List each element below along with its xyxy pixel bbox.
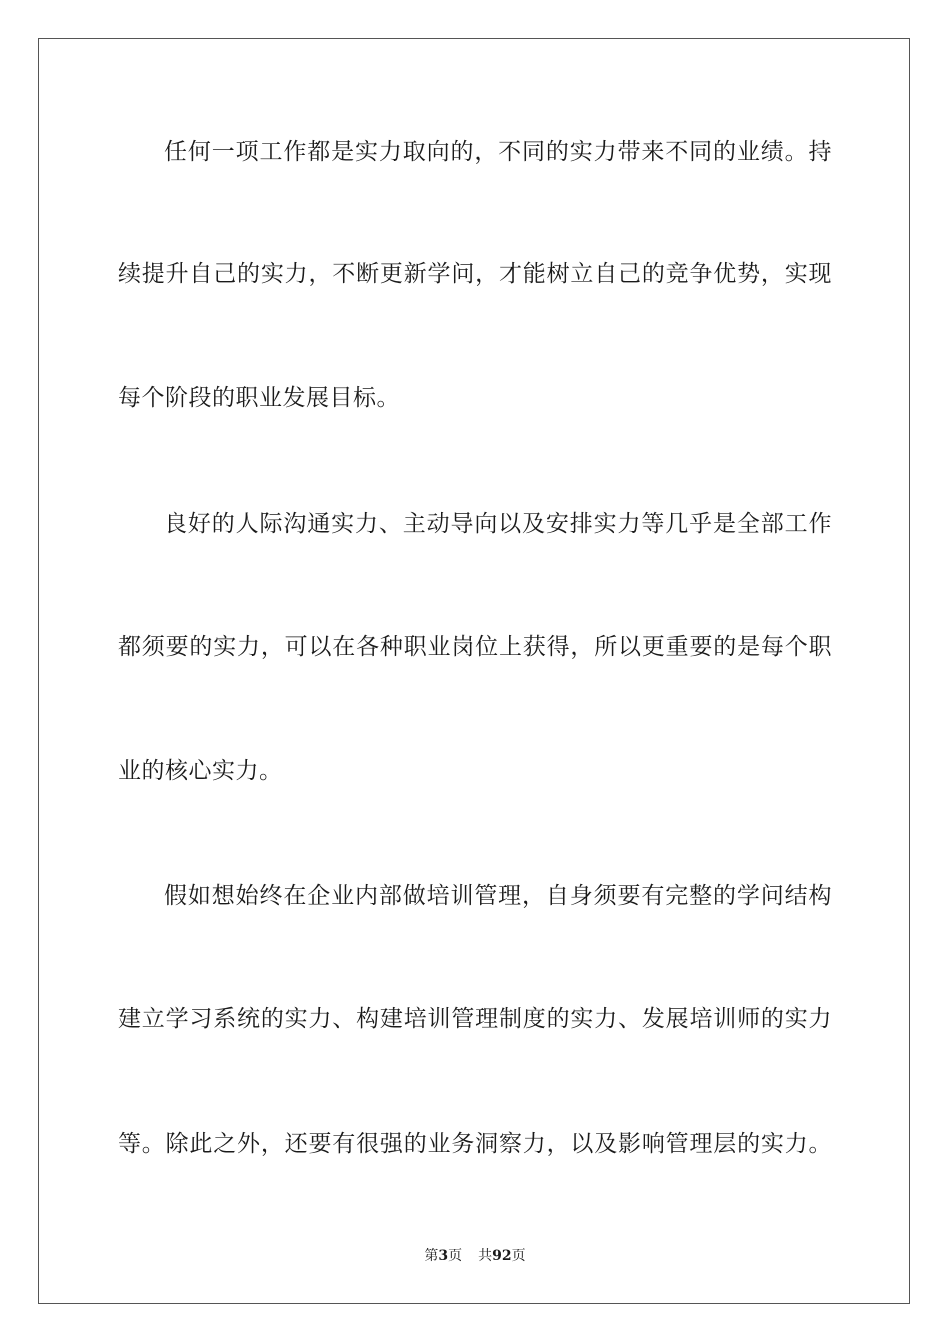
paragraph-1-line-3: 每个阶段的职业发展目标。 [118,385,400,411]
paragraph-2-line-1: 良好的人际沟通实力、主动导向以及安排实力等几乎是全部工作 [164,511,832,537]
paragraph-1-line-2: 续提升自己的实力，不断更新学问，才能树立自己的竞争优势，实现 [118,261,832,287]
page-border [38,38,910,1304]
paragraph-2-line-2: 都须要的实力，可以在各种职业岗位上获得，所以更重要的是每个职 [118,634,832,660]
paragraph-1-line-1: 任何一项工作都是实力取向的，不同的实力带来不同的业绩。持 [164,139,832,165]
page-footer [0,1247,950,1265]
paragraph-2-line-3: 业的核心实力。 [118,758,283,784]
paragraph-3-line-1: 假如想始终在企业内部做培训管理，自身须要有完整的学问结构 [164,883,832,909]
page-total-count: 92 [492,1248,512,1264]
page-number-prefix: 第 [424,1248,439,1264]
page-number-current: 3 [438,1248,449,1264]
page-total-suffix: 页 [511,1248,526,1264]
paragraph-3-line-3: 等。除此之外，还要有很强的业务洞察力，以及影响管理层的实力。 [118,1131,832,1157]
page-number-suffix: 页 [448,1248,463,1264]
paragraph-3-line-2: 建立学习系统的实力、构建培训管理制度的实力、发展培训师的实力 [118,1006,832,1032]
page-total-prefix: 共 [478,1248,493,1264]
